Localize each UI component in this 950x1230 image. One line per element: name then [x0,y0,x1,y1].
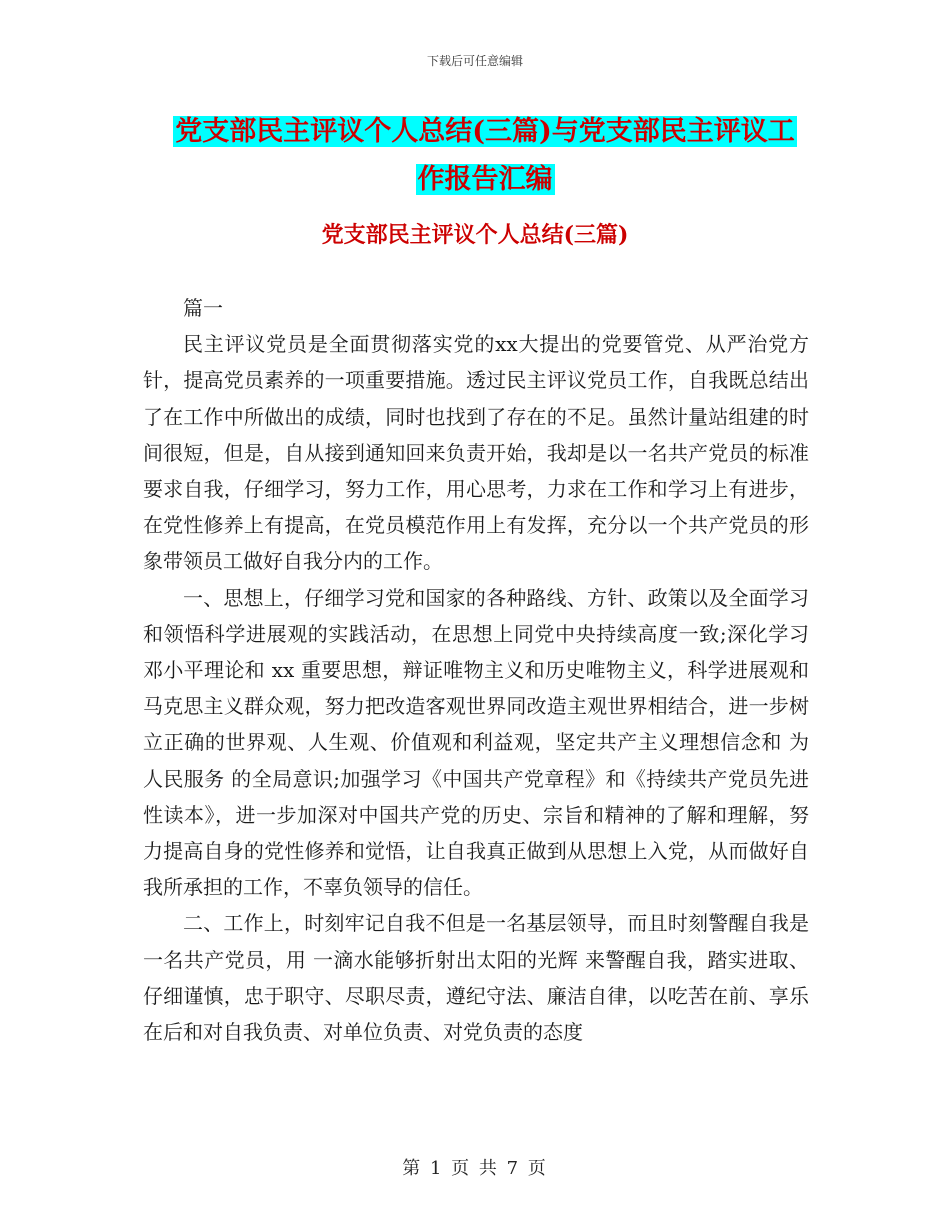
document-title-line-1: 党支部民主评议个人总结(三篇)与党支部民主评议工 [175,116,795,147]
document-body [143,290,809,1050]
page-number-footer: 第 1 页 共 7 页 [402,1158,548,1179]
paragraph-heading: 篇一 [183,296,223,320]
paragraph: 二、工作上，时刻牢记自我不但是一名基层领导，而且时刻警醒自我是一名共产党员，用 一滴水能够折射出太阳的光辉 来警醒自我，踏实进取、仔细谨慎，忠于职守、尽职尽责，遵纪守法、廉洁自律，以吃苦在前、享乐在后和对自我负责、对单位负责、对党负责的态度 [143,911,809,1045]
document-title-line-2: 作报告汇编 [417,164,553,195]
section-title: 党支部民主评议个人总结(三篇) [321,222,629,248]
page-header-note: 下载后可任意编辑 [426,54,523,68]
paragraph: 民主评议党员是全面贯彻落实党的xx大提出的党要管党、从严治党方针，提高党员素养的一项重要措施。透过民主评议党员工作，自我既总结出了在工作中所做出的成绩，同时也找到了存在的不足。虽然计量站组建的时间很短，但是，自从接到通知回来负责开始，我却是以一名共产党员的标准要求自我，仔细学习，努力工作，用心思考，力求在工作和学习上有进步，在党性修养上有提高，在党员模范作用上有发挥，充分以一个共产党员的形象带领员工做好自我分内的工作。 [143,332,809,574]
document-title [140,108,830,204]
paragraph: 一、思想上，仔细学习党和国家的各种路线、方针、政策以及全面学习和领悟科学进展观的实践活动，在思想上同党中央持续高度一致;深化学习邓小平理论和 xx 重要思想，辩证唯物主义和历史唯物主义，科学进展观和马克思主义群众观，努力把改造客观世界同改造主观世界相结合，进一步树立正确的世界观、人生观、价值观和利益观，坚定共产主义理想信念和 为人民服务 的全局意识;加强学习《中国共产党章程》和《持续共产党员先进性读本》，进一步加深对中国共产党的历史、宗旨和精神的了解和理解，努力提高自身的党性修养和觉悟，让自我真正做到从思想上入党，从而做好自我所承担的工作，不辜负领导的信任。 [143,585,809,900]
